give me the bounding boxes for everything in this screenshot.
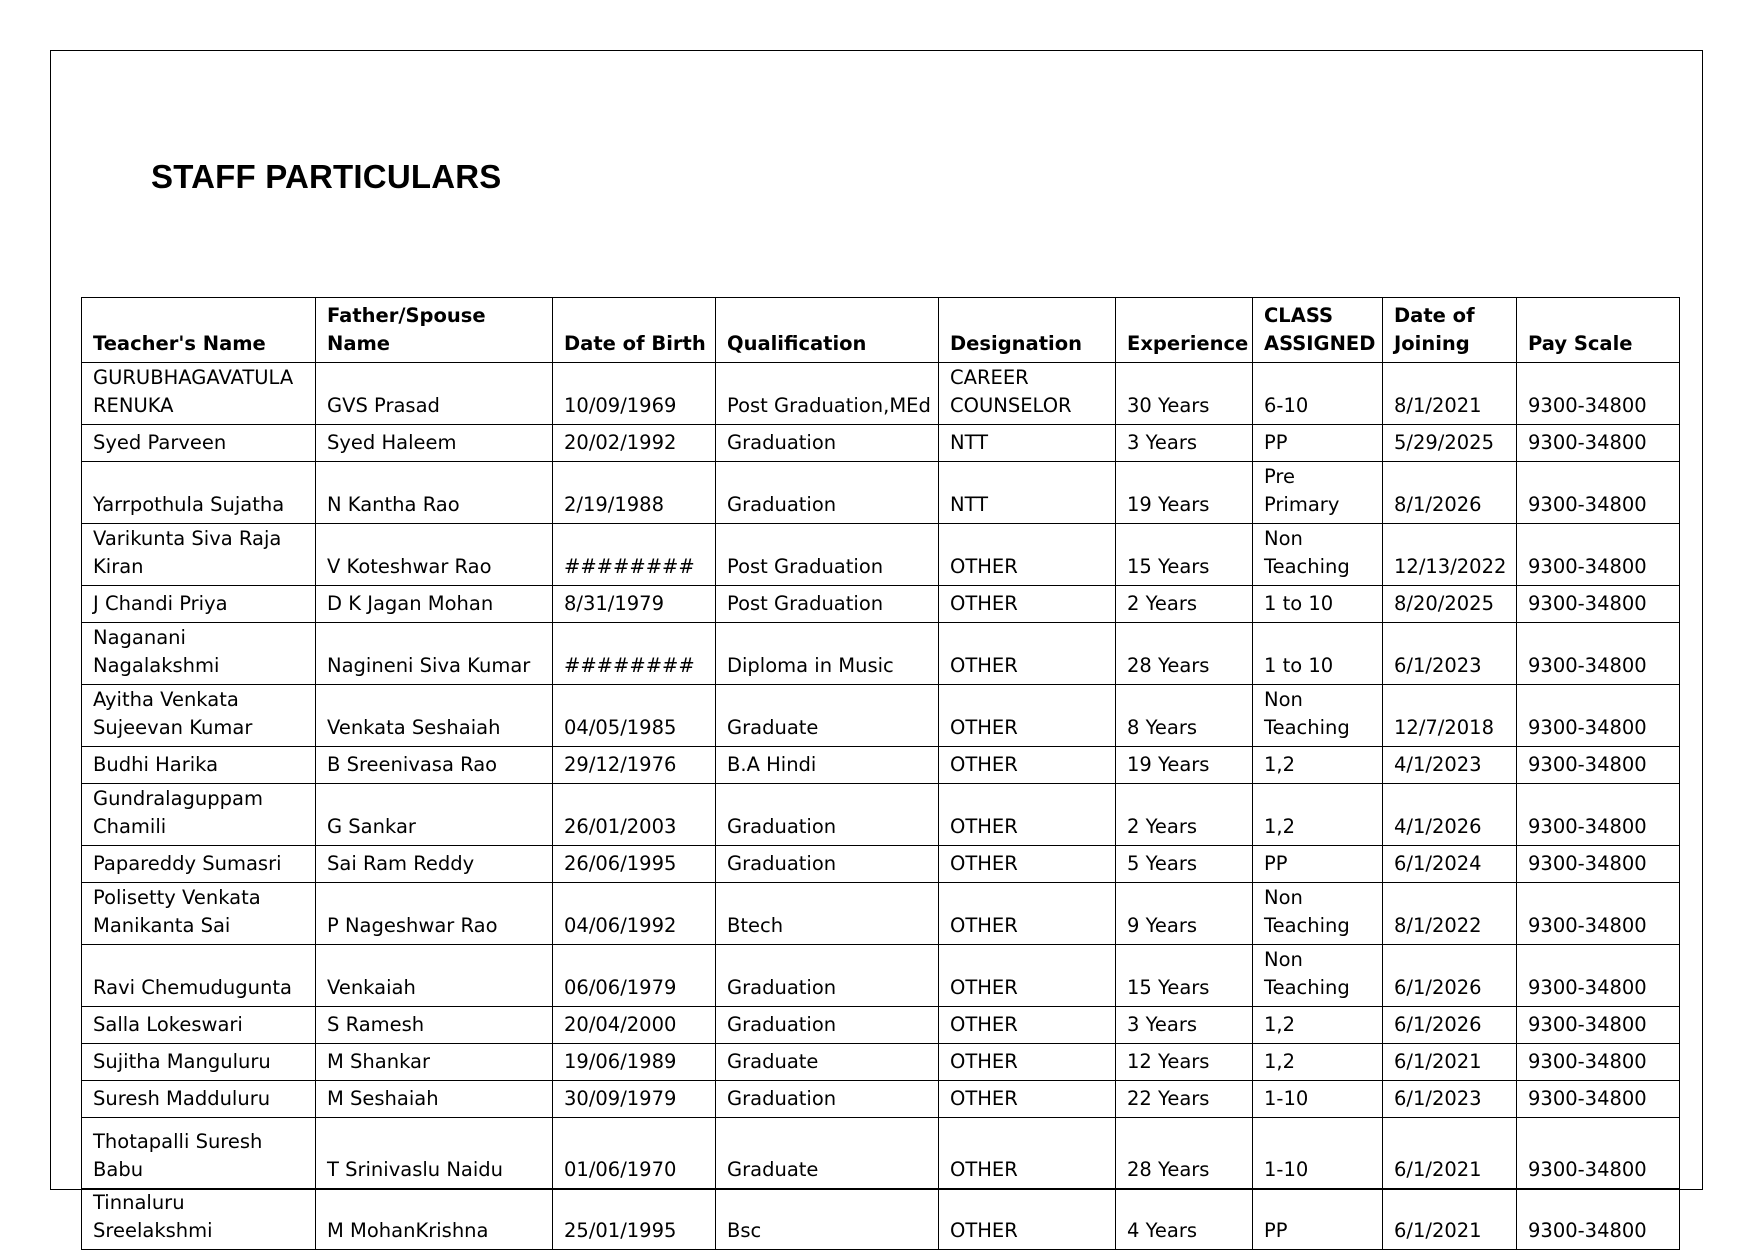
table-cell: ########	[553, 524, 716, 586]
table-cell: NTT	[939, 425, 1116, 462]
table-cell: 1-10	[1253, 1118, 1383, 1189]
table-cell: PP	[1253, 1189, 1383, 1250]
table-cell: 19/06/1989	[553, 1044, 716, 1081]
table-row	[82, 747, 1680, 784]
table-cell: Papareddy Sumasri	[82, 846, 316, 883]
table-cell: 9300-34800	[1517, 462, 1680, 524]
column-header: Experience	[1116, 298, 1253, 363]
table-cell: OTHER	[939, 586, 1116, 623]
table-cell: 9300-34800	[1517, 1044, 1680, 1081]
table-cell: 8/31/1979	[553, 586, 716, 623]
table-cell: 5 Years	[1116, 846, 1253, 883]
table-row	[82, 685, 1680, 747]
table-cell: 9300-34800	[1517, 846, 1680, 883]
table-cell: 9300-34800	[1517, 524, 1680, 586]
table-cell: 4/1/2026	[1383, 784, 1517, 846]
table-cell: Graduation	[716, 1081, 939, 1118]
table-cell: 8/1/2022	[1383, 883, 1517, 945]
table-cell: 1,2	[1253, 1044, 1383, 1081]
table-cell: 2 Years	[1116, 586, 1253, 623]
table-cell: ########	[553, 623, 716, 685]
table-cell: OTHER	[939, 685, 1116, 747]
table-cell: 8/1/2026	[1383, 462, 1517, 524]
table-cell: OTHER	[939, 747, 1116, 784]
table-row	[82, 462, 1680, 524]
table-cell: 20/04/2000	[553, 1007, 716, 1044]
table-cell: 9 Years	[1116, 883, 1253, 945]
table-cell: OTHER	[939, 945, 1116, 1007]
table-cell: PP	[1253, 425, 1383, 462]
table-cell: Budhi Harika	[82, 747, 316, 784]
table-cell: OTHER	[939, 883, 1116, 945]
table-row	[82, 883, 1680, 945]
table-cell: 9300-34800	[1517, 784, 1680, 846]
table-cell: 6/1/2021	[1383, 1118, 1517, 1189]
table-cell: 19 Years	[1116, 462, 1253, 524]
column-header: Designation	[939, 298, 1116, 363]
table-cell: 9300-34800	[1517, 1081, 1680, 1118]
table-cell: 06/06/1979	[553, 945, 716, 1007]
table-row	[82, 1189, 1680, 1250]
table-cell: 9300-34800	[1517, 747, 1680, 784]
table-cell: Diploma in Music	[716, 623, 939, 685]
table-cell: Varikunta Siva Raja Kiran	[82, 524, 316, 586]
page-title: STAFF PARTICULARS	[151, 158, 502, 195]
table-cell: Syed Haleem	[316, 425, 553, 462]
table-cell: 20/02/1992	[553, 425, 716, 462]
table-cell: J Chandi Priya	[82, 586, 316, 623]
table-cell: 25/01/1995	[553, 1189, 716, 1250]
table-cell: Tinnaluru Sreelakshmi	[82, 1189, 316, 1250]
table-cell: 6/1/2024	[1383, 846, 1517, 883]
table-row	[82, 1081, 1680, 1118]
table-cell: 9300-34800	[1517, 1007, 1680, 1044]
table-cell: Ravi Chemudugunta	[82, 945, 316, 1007]
table-cell: 1-10	[1253, 1081, 1383, 1118]
table-cell: M MohanKrishna	[316, 1189, 553, 1250]
column-header: Pay Scale	[1517, 298, 1680, 363]
table-cell: 3 Years	[1116, 1007, 1253, 1044]
table-row	[82, 784, 1680, 846]
table-row	[82, 1118, 1680, 1189]
table-cell: D K Jagan Mohan	[316, 586, 553, 623]
table-cell: Post Graduation,MEd	[716, 363, 939, 425]
table-cell: Venkata Seshaiah	[316, 685, 553, 747]
table-cell: Post Graduation	[716, 524, 939, 586]
table-cell: Thotapalli Suresh Babu	[82, 1118, 316, 1189]
table-cell: 10/09/1969	[553, 363, 716, 425]
staff-table	[81, 297, 1680, 1250]
table-cell: 1,2	[1253, 784, 1383, 846]
table-cell: 2/19/1988	[553, 462, 716, 524]
table-cell: 3 Years	[1116, 425, 1253, 462]
table-cell: OTHER	[939, 1081, 1116, 1118]
table-cell: 01/06/1970	[553, 1118, 716, 1189]
table-cell: Gundralaguppam Chamili	[82, 784, 316, 846]
table-cell: S Ramesh	[316, 1007, 553, 1044]
table-row	[82, 363, 1680, 425]
table-row	[82, 425, 1680, 462]
table-cell: 28 Years	[1116, 1118, 1253, 1189]
column-header: Father/Spouse Name	[316, 298, 553, 363]
column-header: CLASS ASSIGNED	[1253, 298, 1383, 363]
table-cell: 9300-34800	[1517, 1118, 1680, 1189]
table-cell: 1 to 10	[1253, 586, 1383, 623]
table-cell: Graduation	[716, 425, 939, 462]
table-cell: 26/06/1995	[553, 846, 716, 883]
table-cell: Bsc	[716, 1189, 939, 1250]
table-row	[82, 846, 1680, 883]
table-cell: 9300-34800	[1517, 363, 1680, 425]
table-cell: Naganani Nagalakshmi	[82, 623, 316, 685]
column-header: Teacher's Name	[82, 298, 316, 363]
table-cell: 15 Years	[1116, 945, 1253, 1007]
table-cell: OTHER	[939, 1007, 1116, 1044]
table-cell: 04/06/1992	[553, 883, 716, 945]
table-cell: NTT	[939, 462, 1116, 524]
table-cell: 9300-34800	[1517, 685, 1680, 747]
table-cell: 4 Years	[1116, 1189, 1253, 1250]
table-row	[82, 945, 1680, 1007]
table-cell: OTHER	[939, 1189, 1116, 1250]
table-cell: OTHER	[939, 846, 1116, 883]
table-cell: 9300-34800	[1517, 1189, 1680, 1250]
column-header: Qualification	[716, 298, 939, 363]
table-cell: 26/01/2003	[553, 784, 716, 846]
table-cell: 6-10	[1253, 363, 1383, 425]
table-cell: OTHER	[939, 784, 1116, 846]
table-cell: 29/12/1976	[553, 747, 716, 784]
table-cell: OTHER	[939, 1044, 1116, 1081]
table-cell: 2 Years	[1116, 784, 1253, 846]
table-row	[82, 1007, 1680, 1044]
table-cell: Nagineni Siva Kumar	[316, 623, 553, 685]
table-cell: 9300-34800	[1517, 623, 1680, 685]
table-cell: 30 Years	[1116, 363, 1253, 425]
table-cell: 6/1/2021	[1383, 1044, 1517, 1081]
table-cell: 6/1/2023	[1383, 1081, 1517, 1118]
table-cell: 6/1/2026	[1383, 945, 1517, 1007]
column-header: Date of Joining	[1383, 298, 1517, 363]
table-cell: 15 Years	[1116, 524, 1253, 586]
table-cell: Graduate	[716, 1044, 939, 1081]
header-row	[82, 298, 1680, 363]
table-cell: Graduation	[716, 1007, 939, 1044]
table-cell: 28 Years	[1116, 623, 1253, 685]
table-cell: 9300-34800	[1517, 883, 1680, 945]
table-cell: 9300-34800	[1517, 586, 1680, 623]
table-cell: 6/1/2023	[1383, 623, 1517, 685]
table-cell: 04/05/1985	[553, 685, 716, 747]
table-row	[82, 623, 1680, 685]
table-cell: 5/29/2025	[1383, 425, 1517, 462]
table-cell: Non Teaching	[1253, 945, 1383, 1007]
table-cell: 8/1/2021	[1383, 363, 1517, 425]
table-cell: Graduation	[716, 945, 939, 1007]
table-cell: 6/1/2026	[1383, 1007, 1517, 1044]
table-cell: Non Teaching	[1253, 685, 1383, 747]
table-cell: Salla Lokeswari	[82, 1007, 316, 1044]
table-cell: 6/1/2021	[1383, 1189, 1517, 1250]
table-cell: OTHER	[939, 623, 1116, 685]
table-cell: Graduate	[716, 1118, 939, 1189]
table-cell: N Kantha Rao	[316, 462, 553, 524]
table-cell: 22 Years	[1116, 1081, 1253, 1118]
table-cell: CAREER COUNSELOR	[939, 363, 1116, 425]
table-cell: Post Graduation	[716, 586, 939, 623]
table-cell: Graduation	[716, 462, 939, 524]
table-cell: Syed Parveen	[82, 425, 316, 462]
table-cell: T Srinivaslu Naidu	[316, 1118, 553, 1189]
table-cell: B.A Hindi	[716, 747, 939, 784]
table-cell: Ayitha Venkata Sujeevan Kumar	[82, 685, 316, 747]
table-cell: Polisetty Venkata Manikanta Sai	[82, 883, 316, 945]
table-cell: Yarrpothula Sujatha	[82, 462, 316, 524]
table-cell: GURUBHAGAVATULA RENUKA	[82, 363, 316, 425]
table-cell: Sujitha Manguluru	[82, 1044, 316, 1081]
table-cell: 1 to 10	[1253, 623, 1383, 685]
table-cell: Btech	[716, 883, 939, 945]
table-cell: Sai Ram Reddy	[316, 846, 553, 883]
table-cell: 12 Years	[1116, 1044, 1253, 1081]
table-cell: 30/09/1979	[553, 1081, 716, 1118]
table-cell: 4/1/2023	[1383, 747, 1517, 784]
table-cell: Graduation	[716, 784, 939, 846]
table-cell: GVS Prasad	[316, 363, 553, 425]
table-cell: G Sankar	[316, 784, 553, 846]
table-row	[82, 524, 1680, 586]
table-row	[82, 1044, 1680, 1081]
table-cell: 8/20/2025	[1383, 586, 1517, 623]
table-cell: Suresh Madduluru	[82, 1081, 316, 1118]
table-cell: Non Teaching	[1253, 883, 1383, 945]
table-cell: M Seshaiah	[316, 1081, 553, 1118]
table-cell: 19 Years	[1116, 747, 1253, 784]
table-cell: 12/13/2022	[1383, 524, 1517, 586]
table-cell: OTHER	[939, 524, 1116, 586]
table-cell: Graduation	[716, 846, 939, 883]
table-cell: PP	[1253, 846, 1383, 883]
table-cell: 1,2	[1253, 1007, 1383, 1044]
table-cell: B Sreenivasa Rao	[316, 747, 553, 784]
table-cell: V Koteshwar Rao	[316, 524, 553, 586]
table-cell: 9300-34800	[1517, 425, 1680, 462]
table-cell: Non Teaching	[1253, 524, 1383, 586]
table-cell: Pre Primary	[1253, 462, 1383, 524]
table-cell: 8 Years	[1116, 685, 1253, 747]
table-cell: 9300-34800	[1517, 945, 1680, 1007]
table-row	[82, 586, 1680, 623]
table-cell: P Nageshwar Rao	[316, 883, 553, 945]
table-cell: 1,2	[1253, 747, 1383, 784]
table-cell: OTHER	[939, 1118, 1116, 1189]
column-header: Date of Birth	[553, 298, 716, 363]
table-cell: 12/7/2018	[1383, 685, 1517, 747]
table-cell: M Shankar	[316, 1044, 553, 1081]
table-cell: Graduate	[716, 685, 939, 747]
table-cell: Venkaiah	[316, 945, 553, 1007]
